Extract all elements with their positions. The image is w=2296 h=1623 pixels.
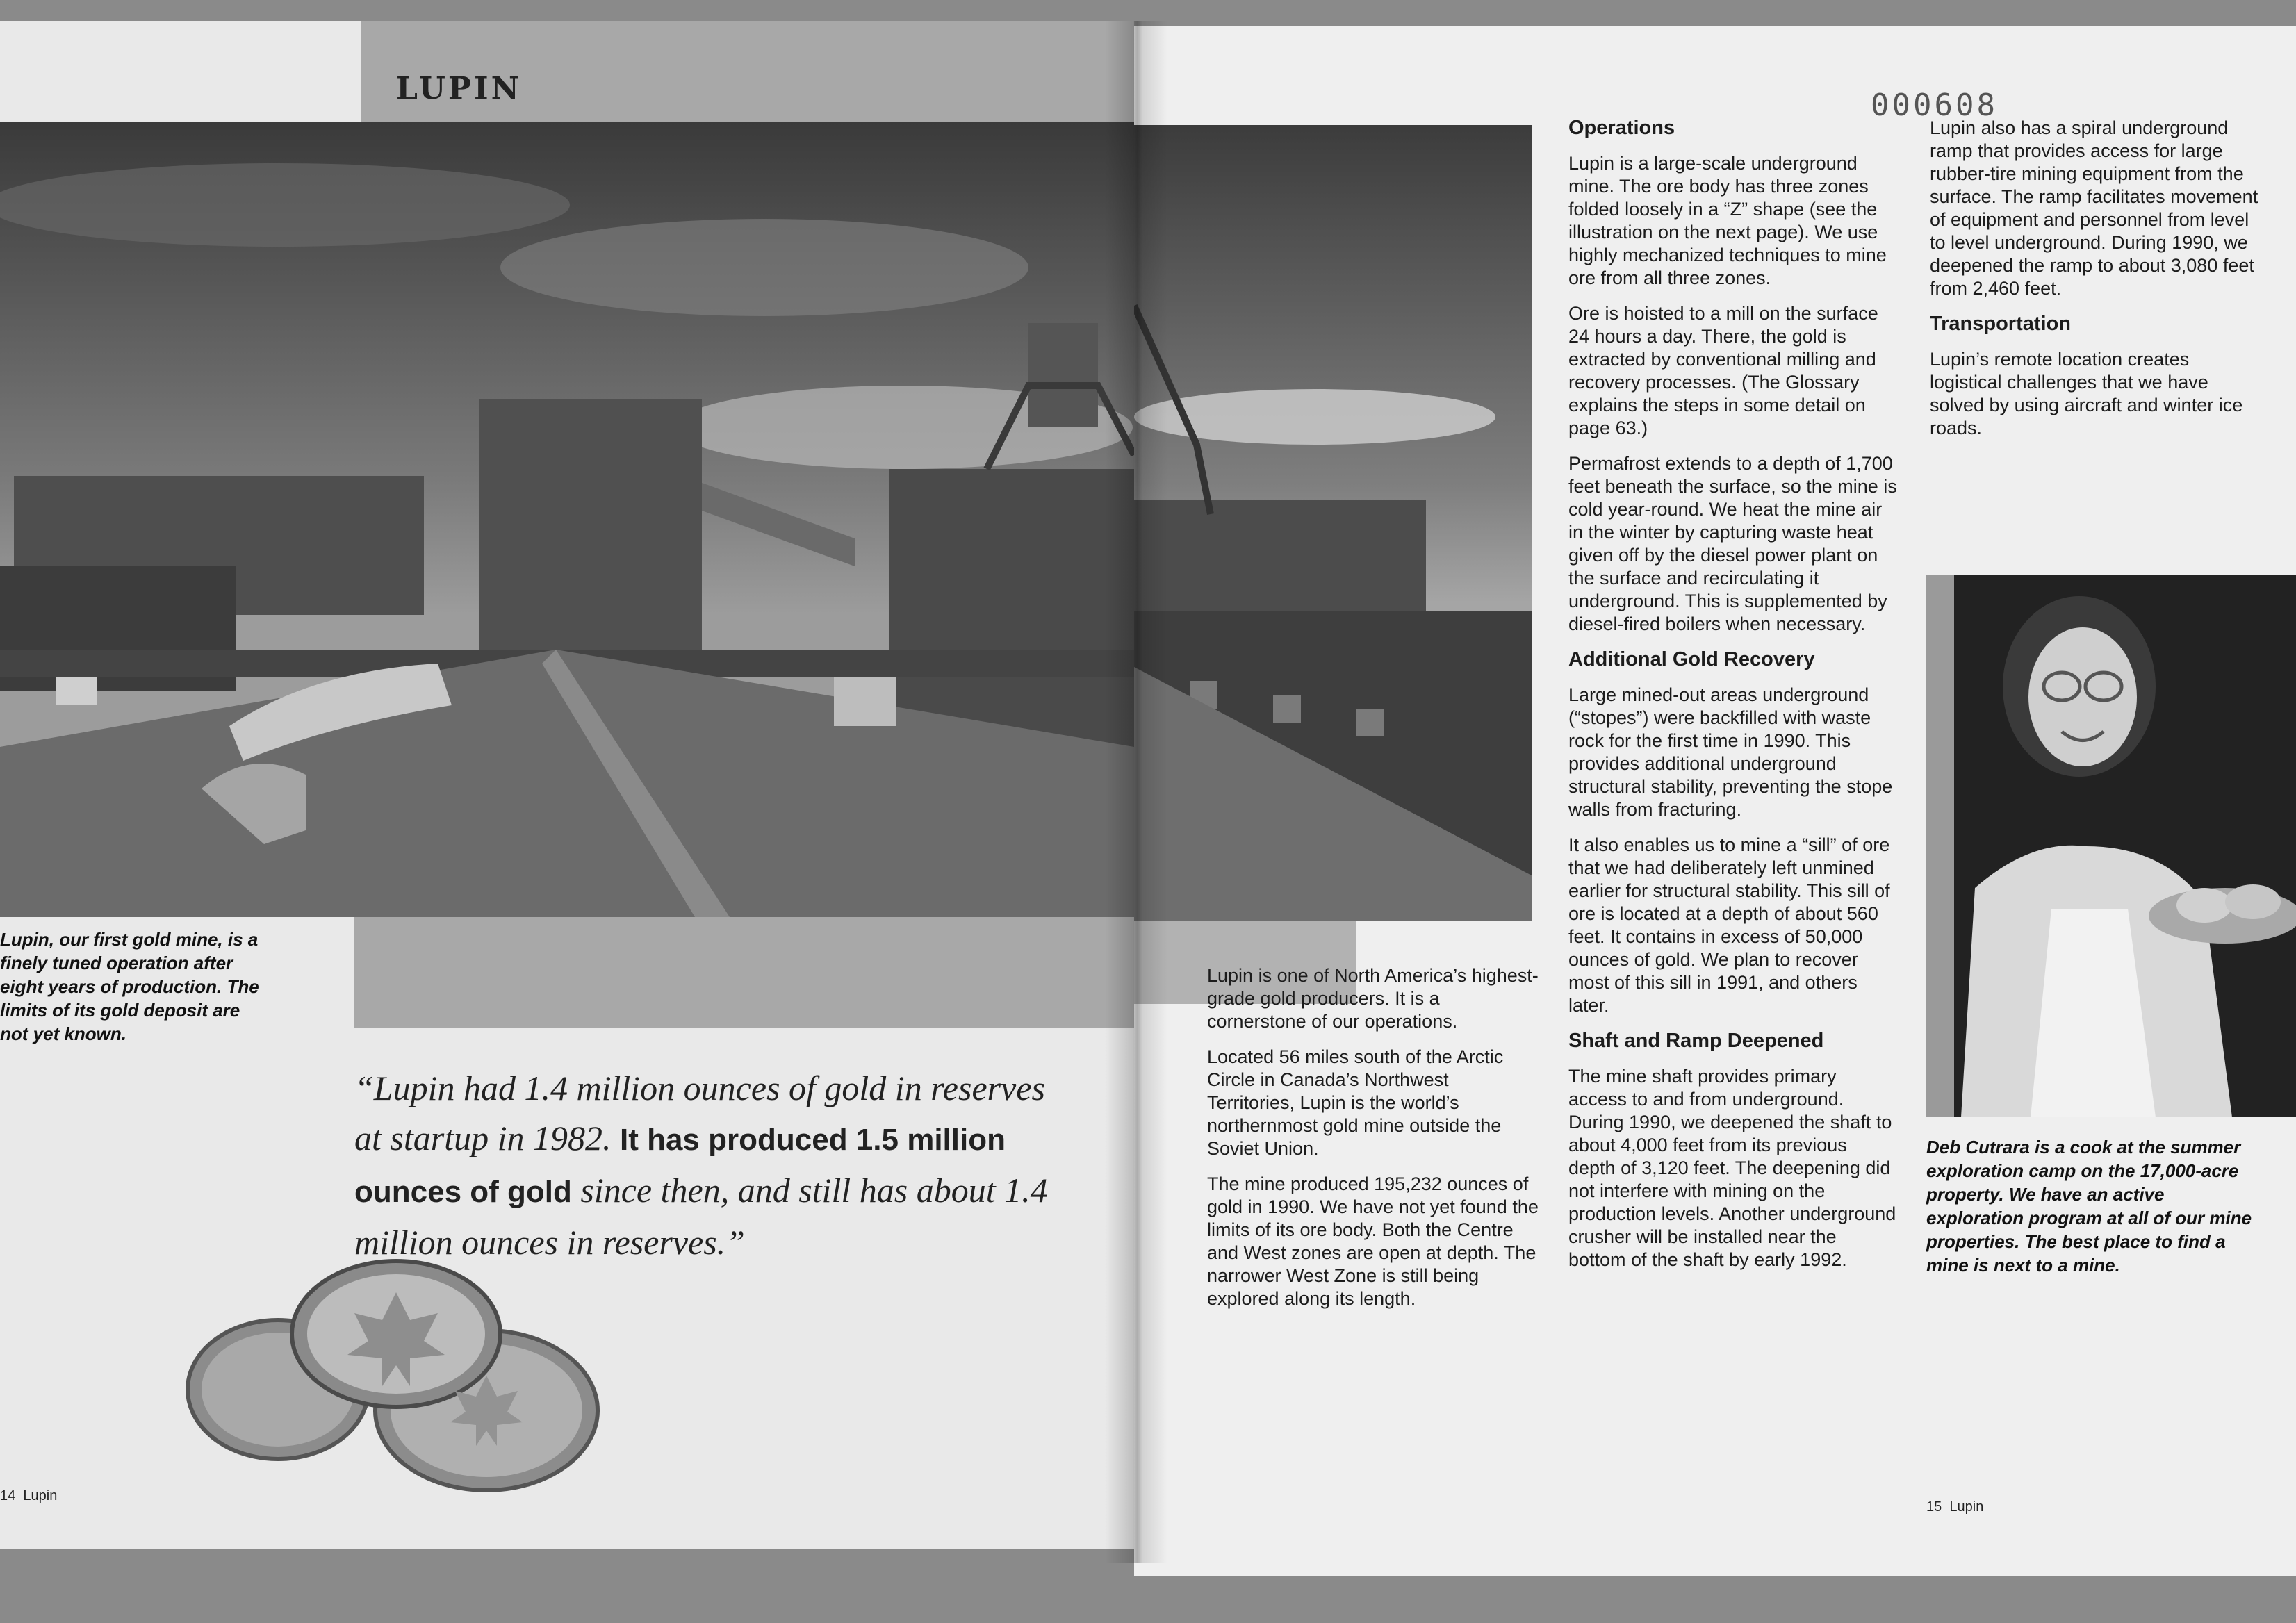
mine-photo-continued-illustration bbox=[1134, 125, 1532, 921]
operations-heading: Operations bbox=[1568, 117, 1675, 139]
transportation-heading: Transportation bbox=[1930, 313, 2072, 335]
cook-photo-illustration bbox=[1926, 575, 2296, 1117]
cook-photo-caption: Deb Cutrara is a cook at the summer exploration camp on the 17,000-acre property. We have an active exploration program at all of our mine properties. The best place to find a mine is next to a mine. bbox=[1926, 1137, 2252, 1276]
intro-paragraph-2: Located 56 miles south of the Arctic Circle in Canada’s Northwest Territories, Lupin is the world’s northernmost gold mine outside the Soviet Union. bbox=[1207, 1046, 1504, 1159]
pull-quote-part2: since then, and still has about 1.4 million ounces in reserves.” bbox=[354, 1171, 1048, 1262]
pull-quote-part1: “Lupin had 1.4 million ounces of gold in reserves at startup in 1982. bbox=[354, 1069, 1045, 1157]
gold-coins-image bbox=[181, 1258, 639, 1508]
pull-quote bbox=[354, 1063, 1063, 1267]
book-spine-shadow bbox=[1105, 21, 1167, 1563]
operations-paragraph-1: Lupin is a large-scale underground mine. The ore body has three zones folded loosely in a “Z” shape (see the illustration on the next page). We use highly mechanized techniques to mine ore from all three zones. bbox=[1568, 153, 1887, 288]
gold-recovery-paragraph-1: Large mined-out areas underground (“stopes”) were backfilled with waste rock for the first time in 1990. This provides additional underground structural stability, preventing the stope walls from fracturing. bbox=[1568, 684, 1893, 820]
photo-caption: Lupin, our first gold mine, is a finely tuned operation after eight years of production. The limits of its gold deposit are not yet known. bbox=[0, 929, 259, 1044]
pull-quote-bold: It has produced 1.5 million ounces of gold bbox=[354, 1123, 1006, 1209]
ramp-column bbox=[1930, 117, 2263, 452]
left-folio-number: 14 bbox=[0, 1488, 16, 1503]
document-stamp: 000608 bbox=[1871, 88, 1998, 123]
page-header-title: LUPIN bbox=[396, 71, 522, 106]
gold-recovery-heading: Additional Gold Recovery bbox=[1568, 648, 1815, 670]
mine-photo bbox=[0, 122, 1134, 917]
ramp-paragraph-1: Lupin also has a spiral underground ramp that provides access for large rubber-tire mining equipment from the surface. The ramp facilitates movement of equipment and personnel from level to level underground. During 1990, we deepened the ramp to about 3,080 feet from 2,460 feet. bbox=[1930, 117, 2258, 299]
right-folio bbox=[1926, 1499, 1983, 1515]
left-folio-label: Lupin bbox=[23, 1488, 58, 1503]
intro-paragraph-1: Lupin is one of North America’s highest-grade gold producers. It is a cornerstone of our operations. bbox=[1207, 965, 1539, 1032]
mine-photo-continued bbox=[1134, 125, 1532, 921]
intro-column bbox=[1207, 964, 1541, 1323]
right-folio-number: 15 bbox=[1926, 1499, 1942, 1515]
left-page bbox=[0, 21, 1134, 1549]
shaft-paragraph-1: The mine shaft provides primary access to and from underground. During 1990, we deepened the shaft to about 4,000 feet from its previous depth of 3,120 feet. The deepening did not interfere with mining on the production levels. Another underground crusher will be installed near the bottom of the shaft by early 1992. bbox=[1568, 1066, 1896, 1270]
left-folio bbox=[0, 1488, 57, 1504]
mine-photo-illustration bbox=[0, 122, 1134, 917]
operations-paragraph-3: Permafrost extends to a depth of 1,700 feet beneath the surface, so the mine is cold year-round. We heat the mine air in the winter by capturing waste heat given off by the diesel power plant on the surface and recirculating it underground. This is supplemented by diesel-fired boilers when necessary. bbox=[1568, 453, 1897, 634]
right-page bbox=[1134, 26, 2296, 1576]
operations-paragraph-2: Ore is hoisted to a mill on the surface 24 hours a day. There, the gold is extracted by conventional milling and recovery processes. (The Glossary explains the steps in some detail on page 63.) bbox=[1568, 303, 1878, 438]
caption-band bbox=[354, 917, 1134, 1028]
cook-photo bbox=[1926, 575, 2296, 1117]
gold-recovery-paragraph-2: It also enables us to mine a “sill” of ore that we had deliberately left unmined earlier for structural stability. This sill of ore is located at a depth of about 560 feet. It contains in excess of 50,000 ounces of gold. We plan to recover most of this sill in 1991, and others later. bbox=[1568, 834, 1890, 1016]
right-folio-label: Lupin bbox=[1949, 1499, 1984, 1515]
operations-column bbox=[1568, 117, 1899, 1284]
intro-paragraph-3: The mine produced 195,232 ounces of gold in 1990. We have not yet found the limits of its ore body. Both the Centre and West zones are open at depth. The narrower West Zone is still being explored along its length. bbox=[1207, 1173, 1539, 1309]
shaft-heading: Shaft and Ramp Deepened bbox=[1568, 1030, 1824, 1052]
transportation-paragraph-1: Lupin’s remote location creates logistical challenges that we have solved by using aircraft and winter ice roads. bbox=[1930, 349, 2243, 438]
